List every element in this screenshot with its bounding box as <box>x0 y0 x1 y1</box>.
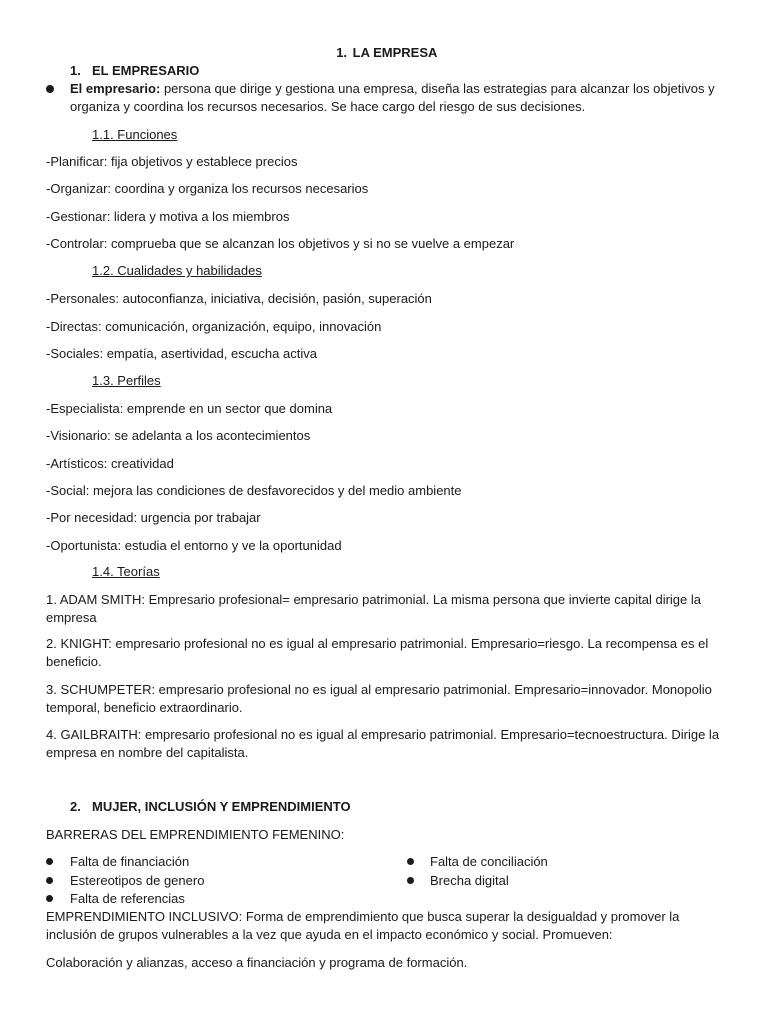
section-heading-2 <box>70 798 351 816</box>
teoria-item: 3. SCHUMPETER: empresario profesional no es igual al empresario patrimonial. Empresario=innovador. Monopolio temporal, beneficio extraordinario. <box>46 682 712 715</box>
barreras-title: BARRERAS DEL EMPRENDIMIENTO FEMENINO: <box>46 827 345 842</box>
teoria-item: 1. ADAM SMITH: Empresario profesional= empresario patrimonial. La misma persona que invierte capital dirige la empresa <box>46 592 701 625</box>
perfil-item: -Artísticos: creatividad <box>46 456 174 471</box>
bullet-icon <box>46 85 54 93</box>
subheading-teorias: 1.4. Teorías <box>92 564 160 579</box>
perfil-item: -Social: mejora las condiciones de desfavorecidos y del medio ambiente <box>46 483 462 498</box>
title-number: 1. <box>336 45 348 60</box>
funcion-item: -Controlar: comprueba que se alcanzan los objetivos y si no se vuelve a empezar <box>46 236 515 251</box>
definition-line-2: organiza y coordina los recursos necesarios. Se hace cargo del riesgo de sus decisiones. <box>70 99 586 114</box>
bullet-icon <box>407 877 414 884</box>
subheading-perfiles: 1.3. Perfiles <box>92 373 161 388</box>
funcion-item: -Organizar: coordina y organiza los recursos necesarios <box>46 181 369 196</box>
perfil-item: -Visionario: se adelanta a los acontecimientos <box>46 428 311 443</box>
document-title <box>0 44 768 62</box>
definition-text-1: persona que dirige y gestiona una empresa, diseña las estrategias para alcanzar los objetivos y <box>160 81 715 96</box>
section-heading-1 <box>70 62 199 80</box>
bullet-icon <box>407 858 414 865</box>
section-1-number: 1. <box>70 63 81 78</box>
title-text: LA EMPRESA <box>352 45 438 60</box>
cualidad-item: -Directas: comunicación, organización, equipo, innovación <box>46 319 382 334</box>
barrera-item: Brecha digital <box>430 873 509 888</box>
barrera-item: Falta de financiación <box>70 854 190 869</box>
bullet-icon <box>46 858 53 865</box>
cualidad-item: -Sociales: empatía, asertividad, escucha activa <box>46 346 317 361</box>
bullet-icon <box>46 877 53 884</box>
section-2-text: MUJER, INCLUSIÓN Y EMPRENDIMIENTO <box>92 799 351 814</box>
teoria-item: 2. KNIGHT: empresario profesional no es igual al empresario patrimonial. Empresario=riesgo. La recompensa es el beneficio. <box>46 636 709 669</box>
section-1-text: EL EMPRESARIO <box>92 63 200 78</box>
barrera-item: Falta de conciliación <box>430 854 548 869</box>
promueven-line: Colaboración y alianzas, acceso a financiación y programa de formación. <box>46 955 468 970</box>
section-2-number: 2. <box>70 799 81 814</box>
barrera-item: Estereotipos de genero <box>70 873 205 888</box>
funcion-item: -Gestionar: lidera y motiva a los miembros <box>46 209 290 224</box>
cualidad-item: -Personales: autoconfianza, iniciativa, decisión, pasión, superación <box>46 291 432 306</box>
funcion-item: -Planificar: fija objetivos y establece precios <box>46 154 298 169</box>
inclusivo-paragraph: EMPRENDIMIENTO INCLUSIVO: Forma de emprendimiento que busca superar la desigualdad y promover la inclusión de grupos vulnerables a la vez que ayuda en el impacto económico y social. Promueven: <box>46 909 680 942</box>
definition-term: El empresario: <box>70 81 161 96</box>
subheading-funciones: 1.1. Funciones <box>92 127 178 142</box>
perfil-item: -Oportunista: estudia el entorno y ve la oportunidad <box>46 538 342 553</box>
bullet-icon <box>46 895 53 902</box>
subheading-cualidades: 1.2. Cualidades y habilidades <box>92 263 262 278</box>
definition-line-1 <box>70 80 715 98</box>
perfil-item: -Por necesidad: urgencia por trabajar <box>46 510 261 525</box>
perfil-item: -Especialista: emprende en un sector que domina <box>46 401 333 416</box>
teoria-item: 4. GAILBRAITH: empresario profesional no es igual al empresario patrimonial. Empresario=tecnoestructura. Dirige la empresa en nombre del capitalista. <box>46 727 720 760</box>
barrera-item: Falta de referencias <box>70 891 185 906</box>
